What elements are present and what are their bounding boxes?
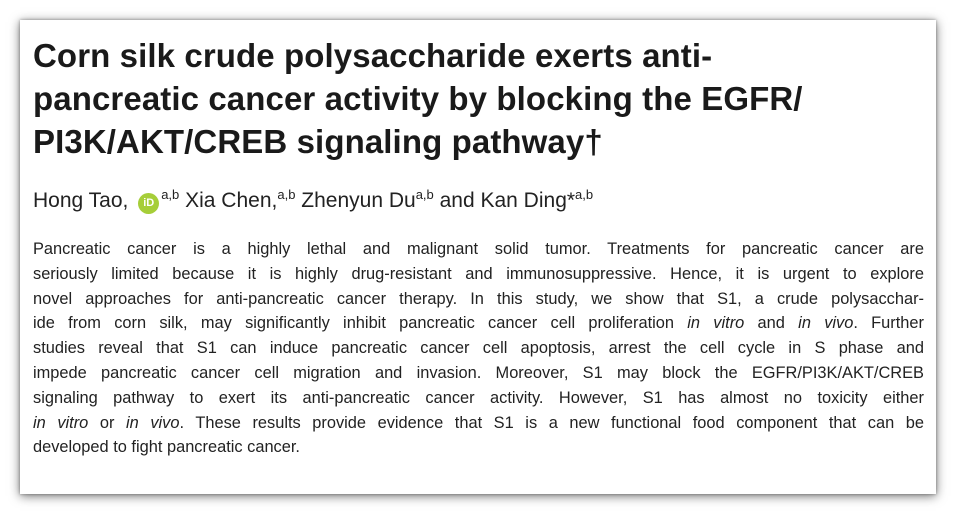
abstract-text: or	[88, 413, 127, 432]
abstract-line	[33, 311, 924, 336]
abstract-line: Pancreatic cancer is a highly lethal and malignant solid tumor. Treatments for pancreatic cancer are	[33, 240, 924, 258]
author-name[interactable]: and Kan Ding*	[439, 189, 576, 212]
abstract-text: and	[744, 314, 799, 333]
abstract-italic-term: in vivo	[798, 314, 854, 333]
abstract	[33, 237, 924, 460]
abstract-line: novel approaches for anti-pancreatic cancer therapy. In this study, we show that S1, a crude polysacchar-	[33, 289, 924, 308]
author-name[interactable]: Hong Tao,	[33, 189, 129, 212]
author-affiliation: a,b	[161, 187, 180, 202]
abstract-text: . These results provide evidence that S1 is a new functional food component that can be	[179, 413, 925, 432]
paper-title	[33, 34, 913, 163]
author-name[interactable]: Xia Chen,	[185, 189, 278, 212]
title-line-1: Corn silk crude polysaccharide exerts anti-	[33, 37, 713, 74]
abstract-italic-term: in vitro	[687, 314, 745, 333]
abstract-line: impede pancreatic cancer cell migration and invasion. Moreover, S1 may block the EGFR/PI3K/AKT/CREB	[33, 363, 924, 382]
author-affiliation: a,b	[277, 187, 296, 202]
abstract-line	[33, 411, 924, 436]
author-affiliation: a,b	[575, 187, 594, 202]
author-affiliation: a,b	[415, 187, 434, 202]
abstract-text: ide from corn silk, may significantly inhibit pancreatic cancer cell proliferation	[33, 314, 688, 333]
abstract-italic-term: in vivo	[126, 413, 180, 432]
orcid-icon[interactable]: iD	[138, 193, 159, 214]
paper-header-card	[20, 20, 936, 494]
abstract-text: . Further	[853, 314, 924, 333]
abstract-line: developed to fight pancreatic cancer.	[33, 438, 300, 457]
author-list	[33, 187, 914, 215]
author-name[interactable]: Zhenyun Du	[301, 189, 416, 212]
abstract-italic-term: in vitro	[33, 413, 89, 432]
abstract-line: signaling pathway to exert its anti-pancreatic cancer activity. However, S1 has almost no toxicity either	[33, 388, 924, 407]
title-line-3: PI3K/AKT/CREB signaling pathway†	[33, 123, 603, 160]
title-line-2: pancreatic cancer activity by blocking the EGFR/	[33, 80, 803, 117]
abstract-line: seriously limited because it is highly drug-resistant and immunosuppressive. Hence, it is urgent to explore	[33, 264, 924, 283]
abstract-line: studies reveal that S1 can induce pancreatic cancer cell apoptosis, arrest the cell cycle in S phase and	[33, 339, 924, 358]
